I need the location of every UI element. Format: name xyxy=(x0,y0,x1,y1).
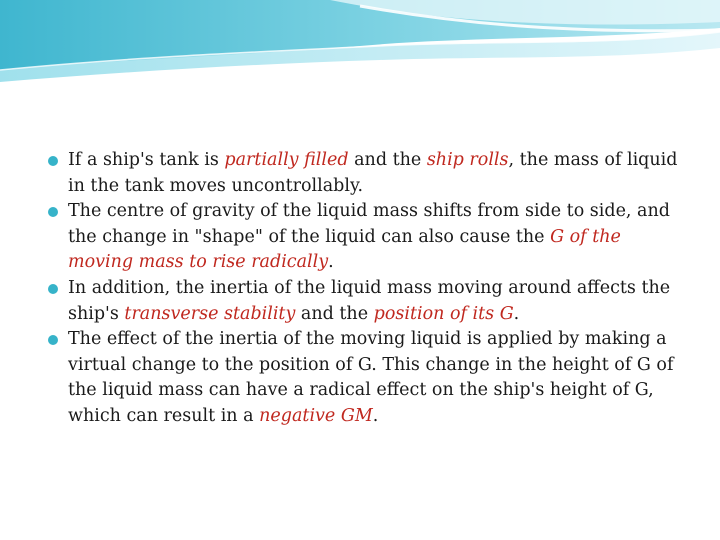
bullet-icon xyxy=(48,207,58,217)
bullet-text: If a ship's tank is partially filled and the ship rolls, the mass of liquid in the tank moves uncontrollably. xyxy=(68,150,678,196)
bullet-text: The effect of the inertia of the moving liquid is applied by making a virtual change to the position of G. This change in the height of G of the liquid mass can have a radical effect on the ship's height of G, which can result in a negative GM. xyxy=(68,329,674,426)
content-area xyxy=(48,148,688,430)
bullet-icon xyxy=(48,156,58,166)
header-wave-decoration xyxy=(0,0,720,120)
bullet-item xyxy=(48,199,688,276)
bullet-item xyxy=(48,327,688,429)
bullet-icon xyxy=(48,335,58,345)
bullet-item xyxy=(48,276,688,327)
bullet-text: The centre of gravity of the liquid mass shifts from side to side, and the change in "shape" of the liquid can also cause the G of the moving mass to rise radically. xyxy=(68,201,670,273)
bullet-list xyxy=(48,148,688,430)
bullet-icon xyxy=(48,284,58,294)
bullet-text: In addition, the inertia of the liquid mass moving around affects the ship's transverse stability and the position of its G. xyxy=(68,277,671,324)
bullet-item xyxy=(48,148,688,199)
